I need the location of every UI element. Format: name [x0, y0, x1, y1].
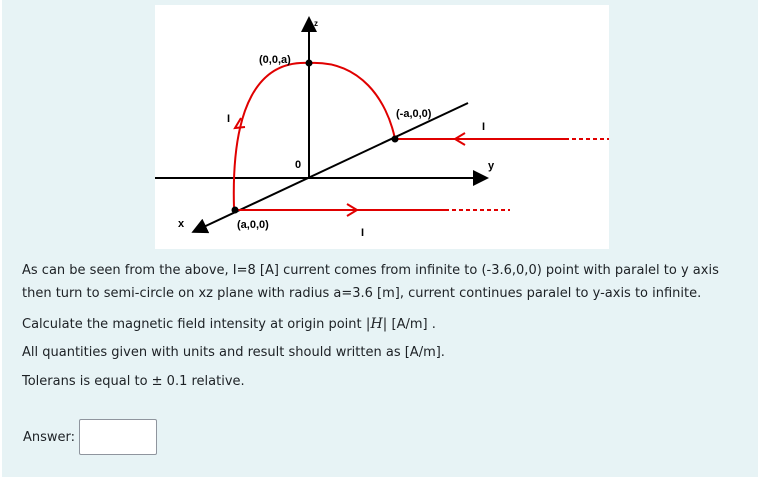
- question-line-1: As can be seen from the above, I=8 [A] current comes from infinite to (-3.6,0,0) point with paralel to y axis: [22, 263, 719, 278]
- point-right-dot: [392, 136, 399, 143]
- question-line-3: [22, 316, 436, 333]
- problem-figure: [155, 5, 609, 249]
- answer-input[interactable]: [79, 419, 157, 455]
- question-panel: [2, 0, 758, 477]
- point-top-dot: [306, 60, 313, 67]
- question-line-2: then turn to semi-circle on xz plane with radius a=3.6 [m], current continues paralel to y-axis to infinite.: [22, 286, 702, 301]
- point-left-label: (a,0,0): [237, 219, 269, 231]
- y-axis-label: y: [488, 160, 495, 172]
- question-line-3-unit: [A/m] .: [387, 317, 436, 332]
- current-bottom-label: I: [361, 227, 365, 239]
- question-line-4: All quantities given with units and result should written as [A/m].: [22, 345, 445, 360]
- semicircle-arrow: [235, 118, 245, 128]
- z-axis-label: z: [314, 19, 318, 28]
- origin-label: 0: [295, 159, 302, 171]
- answer-label: Answer:: [23, 430, 76, 445]
- x-axis-label: x: [178, 218, 185, 230]
- coordinate-diagram: [155, 5, 609, 249]
- point-left-dot: [232, 207, 239, 214]
- current-right-label: I: [482, 121, 486, 133]
- point-right-label: (-a,0,0): [396, 108, 432, 120]
- point-top-label: (0,0,a): [259, 54, 291, 66]
- current-left-label: I: [227, 113, 231, 125]
- h-magnitude-formula: |H|: [365, 316, 388, 332]
- question-line-5: Tolerans is equal to ± 0.1 relative.: [22, 374, 245, 389]
- semicircle-wire: [234, 63, 395, 208]
- question-line-3-text: Calculate the magnetic field intensity at origin point: [22, 317, 366, 332]
